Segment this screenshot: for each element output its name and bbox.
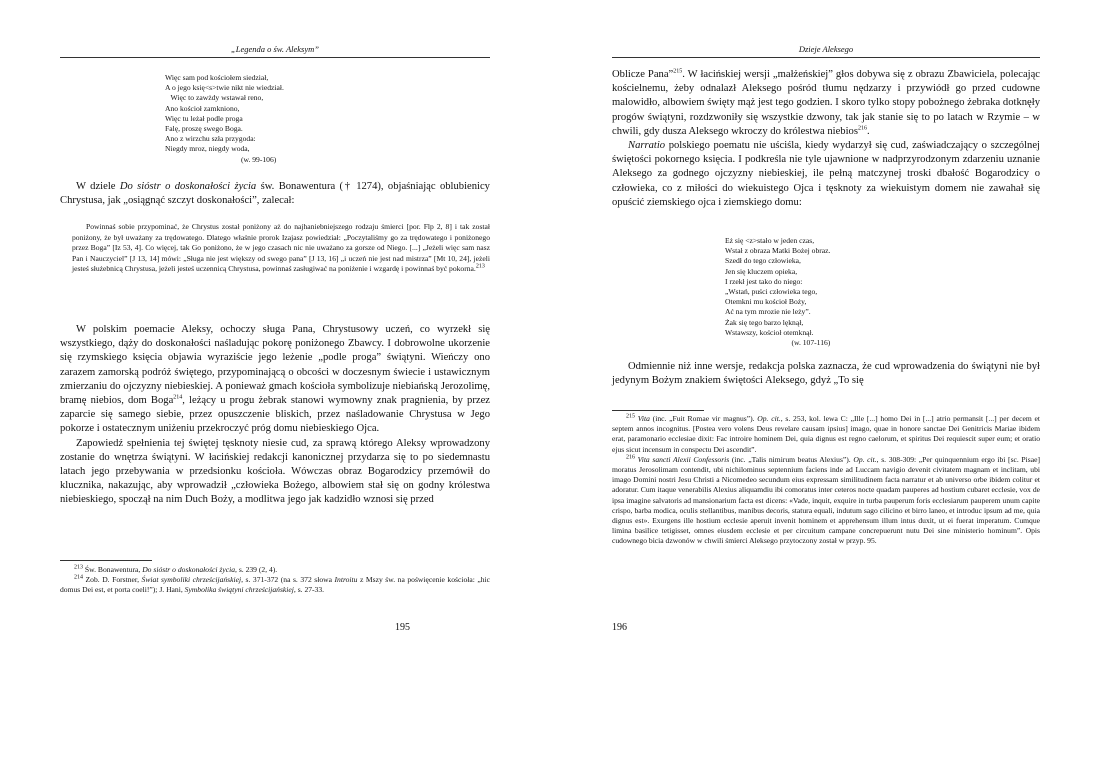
para1-text-b: . W łacińskiej wersji „małżeńskiej” głos dobywa się z obrazu Zbawiciela, polecając kościelnemu, żeby odnalazł Aleksego pośród tłumu nędzarzy i przywiódł go przed cudowne malowidło, albowiem święty mąż jest tego godzien. I skoro tylko stopy pobożnego żebraka dotknęły progów świątyni, rozdzwoniły się wszystkie dzwony, tak jak stanie się to po latach w Rzymie – w chwili, gdy dusza Aleksego wkroczy do królestwa niebios — [612, 69, 1040, 137]
footnote-ref-215[interactable]: 215 — [673, 68, 683, 75]
footnote-text: Św. Bonawentura, — [83, 565, 143, 574]
running-header: Dzieje Aleksego — [798, 44, 854, 54]
footnote-text: , s. 308-309: „Per quinquennium ergo ibi [sc. Pisae] moratus Jerosolimam contendit, ubi nichilominus septennium faciens inde ad Luccam navigio devenit civitatem magnam et inclitam, ubi imago Domini nostri Jesu Christi a Nicomedeo secundum eius expressam similitudinem facta narratur et ab universo orbe ibidem colitur et adoratur. Cum itaque venerabilis Alexius aliquamdiu ibi comoratus inter ceteros noctе quadam pauperes ad hostium cubaret ecclesie, vox de ipsa imagine salvatoris ad mansionarium facta est dicens: «Vade, inquit, exquire in turba pauperum foris ecclesiarum pauperem unum capite crispo, barba modica, oculis stellantibus, manibus decoris, statura equali, indutum sago cilicino et birro laneo, et introduc ipsum ad me, quia dignus est». Exurgens ille hostium ecclesie aperuit invenit hominem et apprehensum illum intus duxit, ut ei fuerat imperatum. Cumque limina basilice tetigisset, omnes eiusdem ecclesie et per circuitum campane concrepuerunt nutu Dei sine ministerio hominum”. Opis cudownego bicia dzwonów w chwili śmierci Aleksego przytoczony został w przyp. 95. — [612, 454, 1040, 546]
intro-text-b: św. Bonawentura († 1274), objaśniając oblubienicy Chrystusa, jak „osiągnąć szczyt doskonałości”, zalecał: — [60, 181, 490, 207]
para1-text-b: , leżący u progu żebrak stanowi wymowny znak pragnienia, by przez zaparcie się samego siebie, przez opuszczenie bliskich, przez naśladowanie Chrystusa w Jego pokorze i ostatecznym uniżeniu przekroczyć próg domu niebieskiego Ojca. — [60, 395, 490, 435]
right-page — [550, 0, 1100, 777]
footnote-text: , s. 27-33. — [293, 585, 325, 595]
footnote-title: Introitu — [334, 575, 358, 585]
footnote-text: , s. 253, kol. lewa C: „Ille [...] homo Dei in [...] atrio permansit [...] per decem et septem annos incognitus. [Postea vero volens Deus revelare causam ipsius] imago, quae in honore sanctae Dei Genitricis Mariae ibidem erat, paramonario ecclesiae dixit: Fac introire hominem Dei, quia dignus est regno caelorum, et spiritus Dei requiescit super eum; et oratio ejus sicut incensum in conspectu Dei ascendit”. — [612, 414, 1040, 454]
footnote-title: Vita — [635, 414, 650, 423]
footnote-rule — [60, 560, 152, 561]
footnote-number: 215 — [626, 413, 635, 420]
para2-text: polskiego poematu nie uściśla, kiedy wydarzył się cud, zaświadczający o szczególnej świętości pokornego księcia. I podkreśla nie tyle ujawnione w nadprzyrodzonym zdarzeniu uznanie Aleksego za godnego ojczyzny niebieskiej, ile pełną matczynej troski dbałość Bogarodzicy o człowieka, co z miłości do wiekuistego Ojca i tęsknoty za wiekuistym domem nie zawahał się opuścić ziemskiego ojca i ziemskiego domu: — [612, 140, 1040, 208]
para1-text-a: Oblicze Pana” — [612, 69, 674, 80]
poem-excerpt: Więc sam pod kościołem siedział, A o jego księ<s>twie nikt nie wiedział. Więc to zawżdy wstawał reno, Ano kościoł zamkniono, Więc tu leżał podle proga Falę, proszę swego Boga. Ano z wirzchu szła przygoda: Niegdy mroz, niegdy woda, (w. 99-106) — [165, 73, 284, 164]
body-text — [60, 323, 490, 508]
footnote-title: Vita sancti Alexii Confessoris — [635, 454, 730, 464]
para1-text-a: W polskim poemacie Aleksy, ochoczy sługa Pana, Chrystusowy uczeń, co wyrzekł się wszystkiego, dąży do doskonałości naśladując pokorę poniżonego Zbawcy. I dobrowolne ukorzenie się rzymskiego księcia objawia wyraziście jego leżenie „podle proga” świątyni. Wieńczy ono zarazem zamorską podróż świętego, przypominającą o obcości w doczesnym świecie i ustawicznym zmierzaniu do ojczyzny niebieskiej. A ponieważ gmach kościoła symbolizuje niebiańską Jerozolimę, bramę niebios, dom Boga — [60, 324, 490, 407]
footnote-ref-214[interactable]: 214 — [173, 394, 183, 401]
body-text-continued — [612, 360, 1040, 388]
para1-text-c: . — [866, 125, 870, 137]
page-number: 196 — [612, 622, 627, 633]
footnote-text: (inc. „Fuit Romae vir magnus”). — [649, 414, 758, 423]
footnote-ref-216[interactable]: 216 — [857, 125, 867, 132]
footnote-title: Op. cit. — [757, 414, 781, 423]
footnote-text: , s. 371-372 (na s. 372 słowa — [241, 575, 335, 585]
para3-text: Odmiennie niż inne wersje, redakcja polska zaznacza, że cud wprowadzenia do świątyni nie był jedynym Bożym znakiem świętości Aleksego, gdyż „To się — [612, 361, 1040, 387]
footnote-text: (inc. „Talis nimirum beatus Alexius”). — [729, 454, 854, 464]
footnote-number: 216 — [626, 454, 635, 461]
footnote-ref-213[interactable]: 213 — [475, 263, 485, 270]
page-number: 195 — [395, 622, 410, 633]
footnote-title: Świat symboliki chrześcijańskiej — [141, 575, 242, 585]
footnote-rule — [612, 410, 704, 411]
block-quote — [72, 222, 490, 275]
footnote-title: Do sióstr o doskonałości życia — [142, 565, 236, 574]
para2-text: Zapowiedź spełnienia tej świętej tęsknoty niesie cud, za sprawą którego Aleksy wprowadzony zostanie do wnętrza świątyni. W łacińskiej redakcji kanonicznej przydarza się to po siedemnastu latach jego przebywania w przedsionku kościoła. Wówczas obraz Bogarodzicy przemówił do klucznika, nakazując, aby wprowadził „człowieka Bożego, albowiem stał się on godny królestwa niebieskiego, spoczął na nim Duch Boży, a modlitwa jego jak kadzidło wznosi się przed — [60, 437, 490, 506]
footnote-number: 214 — [74, 574, 83, 581]
running-header: „Legenda o św. Aleksym” — [231, 44, 319, 54]
poem-excerpt: Eż się <z>stało w jeden czas, Wstał z obraza Matki Bożej obraz. Szedł do tego człowieka, Jen się kluczem opieka, I rzekł jest tako do niego: „Wstań, puści człowieka tego, Otemkni mu kościoł Boży, Ać na tym mrozie nie leży”. Żak się tego barzo lęknął, Wstawszy, kościoł otemknął. (w. 107-116) — [725, 236, 831, 348]
footnote-title: Op. cit. — [853, 454, 877, 464]
intro-book-title: Do sióstr o doskonałości życia — [119, 181, 257, 192]
footnote-text: Zob. D. Forstner, — [83, 575, 142, 585]
narratio-term: Narratio — [628, 140, 666, 152]
footnote-text: z Mszy św. na poświęcenie kościoła: „hic domus Dei est, et porta coeli!”); J. Hani, — [60, 575, 491, 595]
footnote-title: Symbolika świątyni chrześcijańskiej — [184, 585, 294, 595]
quote-text: Powinnaś sobie przypominać, że Chrystus został poniżony aż do najhaniebniejszego rodzaju śmierci [por. Flp 2, 8] i tak został poniżony, że był uważany za trędowatego. Dlatego właśnie prorok Izajasz powiedział: „Poczytaliśmy go za trędowatego i poniżonego przez Boga” [Iz 53, 4]. Co więcej, tak Go poniżono, że w jego czasach nic nie uważano za gorsze od Niego. [...] „Jeżeli więc sam nasz Pan i Nauczyciel” [J 13, 14] mówi: „Sługa nie jest większy od swego pana” [J 13, 16] „i uczeń nie jest nad mistrza” [Mt 10, 24], jeżeli jesteś służebnicą Chrystusa, jeżeli jesteś uczennicą Chrystusa, powinnaś zasługiwać na poniżenie i wzgardę i powinnaś być pokorna. — [72, 222, 490, 273]
footnotes — [60, 565, 490, 596]
footnotes — [612, 414, 1040, 547]
body-text — [612, 68, 1040, 210]
intro-text-a: W dziele — [76, 181, 120, 192]
footnote-text: , s. 239 (2, 4). — [235, 565, 278, 574]
intro-paragraph — [60, 180, 490, 208]
header-rule — [60, 57, 490, 58]
header-rule — [612, 57, 1040, 58]
footnote-number: 213 — [74, 564, 83, 571]
